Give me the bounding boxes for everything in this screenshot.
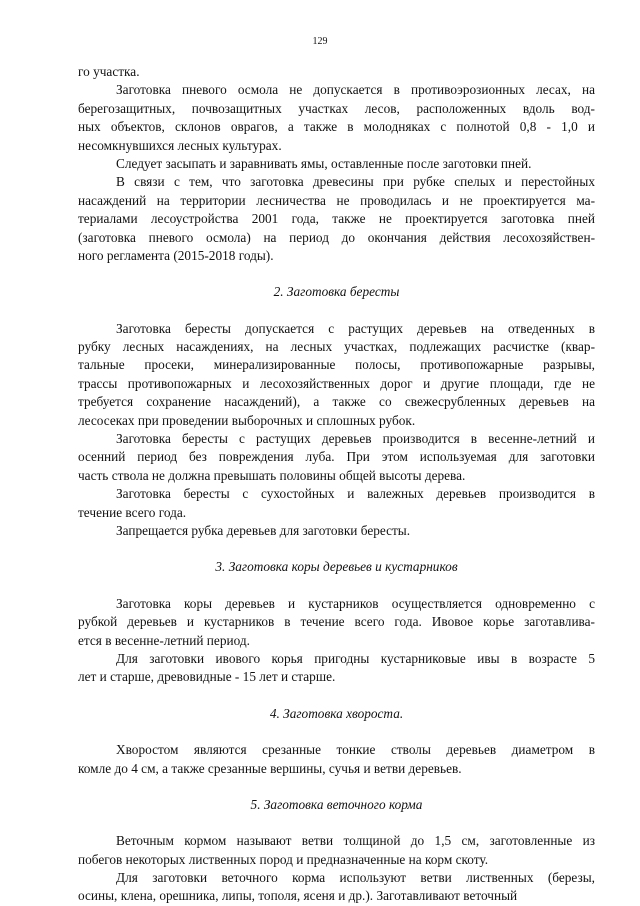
text-line: часть ствола не должна превышать половины общей высоты дерева.	[78, 467, 466, 483]
text-line: течение всего года.	[78, 504, 187, 520]
text-line: Веточным кормом называют ветви толщиной до 1,5 см, заготовленные из	[116, 833, 595, 849]
paragraph	[78, 320, 595, 430]
text-line: насаждений на территории лесничества не проводилась и не проектируется ма-	[78, 192, 595, 208]
text-line: комле до 4 см, а также срезанные вершины, сучья и ветви деревьев.	[78, 760, 462, 776]
text-line: го участка.	[78, 64, 140, 79]
paragraph	[78, 869, 595, 906]
text-line: Хворостом являются срезанные тонкие стволы деревьев диаметром в	[116, 742, 595, 758]
text-line: ных объектов, склонов оврагов, а также в молодняках с полнотой 0,8 - 1,0 и	[78, 119, 595, 135]
paragraph	[78, 155, 595, 173]
text-line: рубкой деревьев и кустарников в течение всего года. Ивовое корье заготавлива-	[78, 614, 595, 630]
section-heading: 5. Заготовка веточного корма	[250, 796, 423, 812]
text-line: Заготовка бересты допускается с растущих деревьев на отведенных в	[116, 320, 595, 336]
paragraph	[78, 81, 595, 155]
text-line: Заготовка коры деревьев и кустарников осуществляется одновременно с	[116, 595, 595, 611]
text-line: Запрещается рубка деревьев для заготовки бересты.	[116, 522, 411, 538]
paragraph	[78, 832, 595, 869]
paragraph	[78, 741, 595, 778]
paragraph	[78, 430, 595, 485]
text-line: лет и старше, древовидные - 15 лет и старше.	[78, 669, 336, 685]
paragraph	[78, 595, 595, 650]
section-heading: 3. Заготовка коры деревьев и кустарников	[215, 559, 458, 575]
text-line: осенний период без повреждения луба. При этом используемая для заготовки	[78, 449, 595, 465]
paragraph	[78, 63, 595, 81]
text-line: лесосеках при проведении выборочных и сплошных рубок.	[78, 412, 416, 428]
paragraph	[78, 173, 595, 265]
text-line: ется в весенне-летний период.	[78, 632, 250, 648]
document-body	[78, 63, 595, 906]
text-line: рубку лесных насаждениях, на лесных участках, подлежащих расчистке (квар-	[78, 339, 595, 355]
text-line: Заготовка бересты с сухостойных и валежных деревьев производится в	[116, 486, 595, 502]
page-number: 129	[312, 36, 328, 47]
text-line: В связи с тем, что заготовка древесины при рубке спелых и перестойных	[116, 174, 595, 190]
paragraph	[78, 522, 595, 540]
text-line: Заготовка пневого осмола не допускается в противоэрозионных лесах, на	[116, 82, 595, 98]
paragraph	[78, 485, 595, 522]
text-line: Для заготовки веточного корма используют ветви лиственных (березы,	[116, 870, 595, 886]
text-line: побегов некоторых лиственных пород и предназначенные на корм скоту.	[78, 851, 489, 867]
text-line: Следует засыпать и заравнивать ямы, оставленные после заготовки пней.	[116, 155, 532, 171]
paragraph	[78, 650, 595, 687]
text-line: ного регламента (2015-2018 годы).	[78, 247, 274, 263]
text-line: Для заготовки ивового корья пригодны кустарниковые ивы в возрасте 5	[116, 650, 595, 666]
section-heading: 4. Заготовка хвороста.	[269, 705, 404, 721]
section-heading: 2. Заготовка бересты	[273, 284, 400, 300]
text-line: териалами лесоустройства 2001 года, также не проектируется заготовка пней	[78, 211, 595, 227]
text-line: берегозащитных, почвозащитных участках лесов, расположенных вдоль вод-	[78, 100, 595, 116]
text-line: трассы противопожарных и лесохозяйственных дорог и другие площади, где не	[78, 375, 595, 391]
text-line: требуется сохранение насаждений), а также со свежесрубленных деревьев на	[78, 394, 595, 410]
text-line: Заготовка бересты с растущих деревьев производится в весенне-летний и	[116, 431, 595, 447]
text-line: осины, клена, орешника, липы, тополя, ясеня и др.). Заготавливают веточный	[78, 888, 518, 904]
text-line: (заготовка пневого осмола) на период до окончания действия лесохозяйствен-	[78, 229, 595, 245]
text-line: тальные просеки, минерализированные полосы, противопожарные разрывы,	[78, 357, 595, 373]
text-line: несомкнувшихся лесных культурах.	[78, 137, 282, 153]
